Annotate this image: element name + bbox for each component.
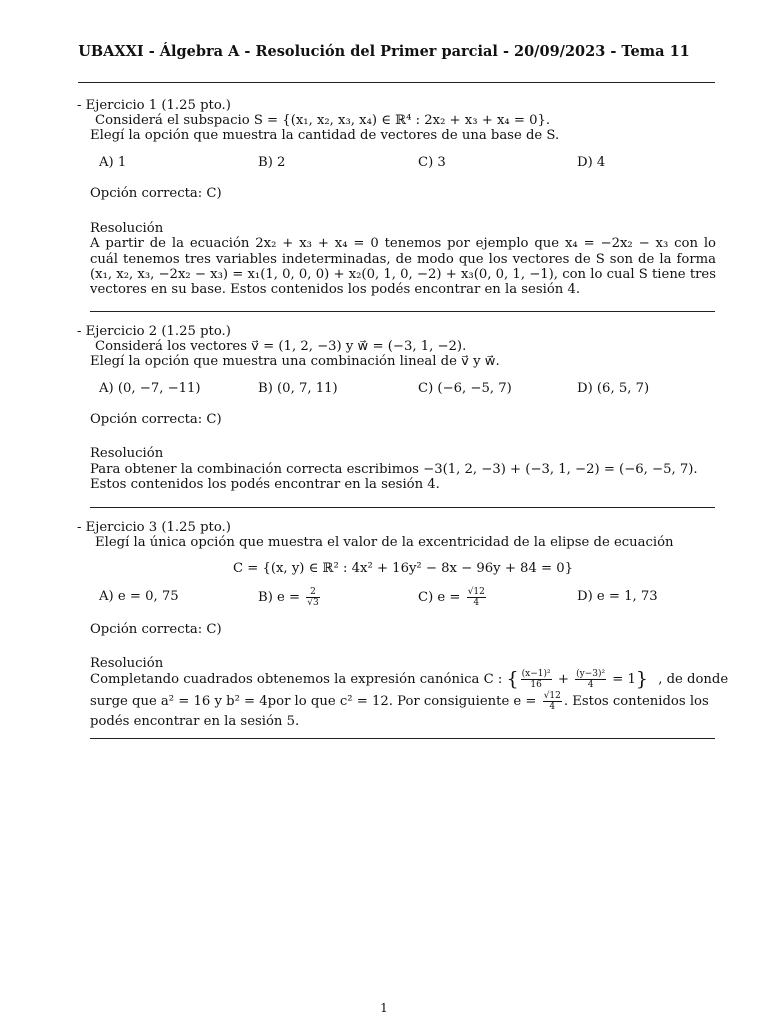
fraction-numerator: 2 (306, 587, 319, 598)
exercise-2-resolution-line-2: Estos contenidos los podés encontrar en la sesión 4. (90, 477, 440, 492)
exercise-3-option-c (418, 587, 488, 608)
exercise-1-statement-line-1: Considerá el subspacio S = {(x₁, x₂, x₃, x₄) ∈ ℝ⁴ : 2x₂ + x₃ + x₄ = 0}. (95, 113, 551, 128)
exercise-3-resolution-title: Resolución (90, 656, 164, 671)
resolution-text: Completando cuadrados obtenemos la expresión canónica C : (90, 672, 503, 687)
fraction-numerator: (x−1)² (521, 669, 551, 679)
exercise-2-statement-line-2: Elegí la opción que muestra una combinación lineal de v⃗ y w⃗. (90, 354, 500, 369)
exercise-2-resolution-title: Resolución (90, 446, 164, 461)
exercise-3-resolution-line-3: podés encontrar en la sesión 5. (90, 714, 300, 729)
canonical-fraction-x (521, 669, 552, 690)
exercise-1-option-a: A) 1 (99, 155, 127, 170)
exercise-2-option-b: B) (0, 7, 11) (258, 381, 338, 396)
exercise-3-resolution-line-1 (90, 669, 728, 690)
resolution-text: . Estos contenidos los (563, 694, 709, 709)
exercise-1-divider (90, 311, 715, 312)
equals-one: = 1 (612, 672, 636, 687)
left-brace: { (506, 668, 519, 690)
exercise-1-resolution-line-2: cuál tenemos tres variables indeterminadas, de modo que los vectores de S son de la forma (90, 252, 716, 267)
exercise-3-option-d: D) e = 1, 73 (577, 589, 658, 604)
exercise-2-resolution-line-1: Para obtener la combinación correcta escribimos −3(1, 2, −3) + (−3, 1, −2) = (−6, −5, 7). (90, 462, 698, 477)
fraction-denominator: √3 (307, 598, 319, 608)
resolution-text: , de donde (658, 672, 729, 687)
exercise-3-resolution-line-2 (90, 691, 709, 712)
exercise-1-option-c: C) 3 (418, 155, 446, 170)
exercise-1-resolution-line-1: A partir de la ecuación 2x₂ + x₃ + x₄ = 0 tenemos por ejemplo que x₄ = −2x₂ − x₃ con lo (90, 236, 716, 251)
fraction-denominator: 16 (530, 680, 542, 690)
exercise-3-option-c-fraction (467, 587, 486, 608)
fraction-numerator: (y−3)² (576, 669, 606, 679)
exercise-3-heading: - Ejercicio 3 (1.25 pto.) (77, 520, 231, 535)
exercise-3-option-c-prefix: C) e = (418, 590, 461, 605)
exercise-1-statement-line-2: Elegí la opción que muestra la cantidad de vectores de una base de S. (90, 128, 560, 143)
exercise-1-resolution-title: Resolución (90, 221, 164, 236)
header-divider (78, 82, 715, 83)
exercise-2-correct-option: Opción correcta: C) (90, 412, 222, 427)
exercise-2-option-c: C) (−6, −5, 7) (418, 381, 512, 396)
exercise-3-option-b-prefix: B) e = (258, 590, 301, 605)
eccentricity-fraction (543, 691, 562, 712)
exercise-3-equation: C = {(x, y) ∈ ℝ² : 4x² + 16y² − 8x − 96y + 84 = 0} (232, 561, 574, 576)
plus-sign: + (557, 672, 569, 687)
exercise-1-option-b: B) 2 (258, 155, 286, 170)
exercise-2-divider (90, 507, 715, 508)
resolution-text: surge que a² = 16 y b² = 4por lo que c² = 12. Por consiguiente e = (90, 694, 537, 709)
exercise-2-heading: - Ejercicio 2 (1.25 pto.) (77, 324, 231, 339)
exercise-2-option-a: A) (0, −7, −11) (99, 381, 201, 396)
exercise-3-divider (90, 738, 715, 739)
fraction-numerator: √12 (543, 691, 561, 701)
fraction-denominator: 4 (587, 680, 594, 690)
exercise-3-option-b (258, 587, 322, 608)
page-title: UBAXXI - Álgebra A - Resolución del Primer parcial - 20/09/2023 - Tema 11 (78, 43, 690, 60)
exercise-1-resolution-line-4: vectores en su base. Estos contenidos los podés encontrar en la sesión 4. (90, 282, 581, 297)
exercise-2-option-d: D) (6, 5, 7) (577, 381, 650, 396)
exercise-1-correct-option: Opción correcta: C) (90, 186, 222, 201)
exercise-3-correct-option: Opción correcta: C) (90, 622, 222, 637)
canonical-fraction-y (575, 669, 606, 690)
exercise-2-statement-line-1: Considerá los vectores v⃗ = (1, 2, −3) y w⃗ = (−3, 1, −2). (95, 339, 467, 354)
fraction-denominator: 4 (473, 598, 480, 608)
exercise-1-heading: - Ejercicio 1 (1.25 pto.) (77, 98, 231, 113)
fraction-denominator: 4 (549, 702, 556, 712)
page-number: 1 (380, 1001, 388, 1015)
exercise-3-option-b-fraction (306, 587, 319, 608)
fraction-numerator: √12 (467, 587, 485, 597)
exercise-1-option-d: D) 4 (577, 155, 606, 170)
exercise-3-statement-line-1: Elegí la única opción que muestra el valor de la excentricidad de la elipse de ecuación (95, 535, 674, 550)
exercise-1-resolution-line-3: (x₁, x₂, x₃, −2x₂ − x₃) = x₁(1, 0, 0, 0) + x₂(0, 1, 0, −2) + x₃(0, 0, 1, −1), con lo cual S tiene tres (90, 267, 716, 282)
right-brace: } (635, 668, 649, 690)
exercise-3-option-a: A) e = 0, 75 (99, 589, 179, 604)
